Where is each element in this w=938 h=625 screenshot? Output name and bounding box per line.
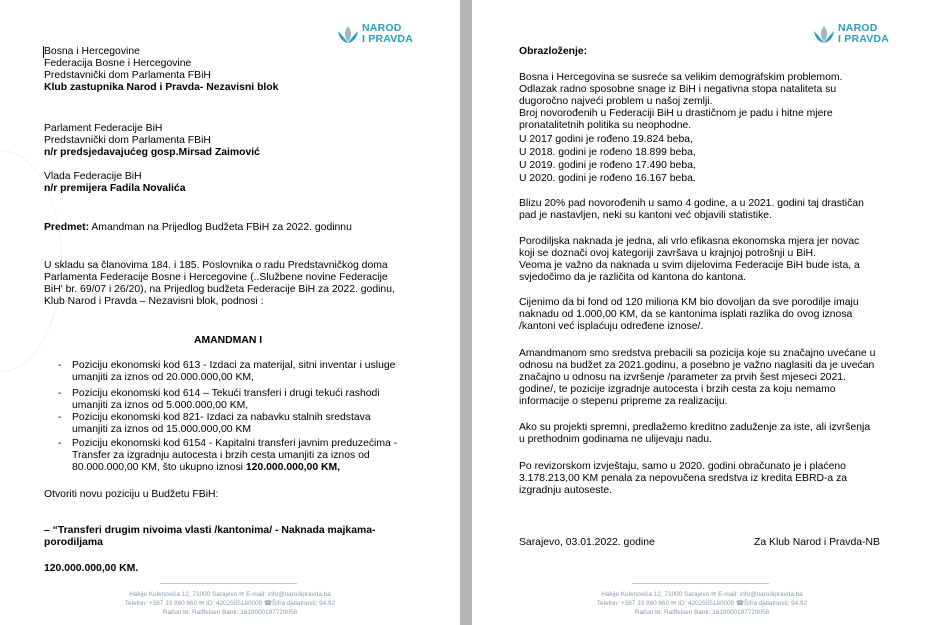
- paragraph-line: dugoročno najveći problem u našoj zemlji.: [519, 96, 713, 107]
- paragraph-line: Odlazak radno sposobne snage iz BiH i negativna stopa nataliteta su: [519, 84, 837, 95]
- open-new-position: Otvoriti novu poziciju u Budžetu FBiH:: [44, 489, 219, 500]
- document-page-left: [0, 0, 460, 625]
- footer-rule: [160, 583, 297, 584]
- paragraph-line: Bosna i Hercegovina se susreće sa velikim demografskim problemom.: [519, 72, 843, 83]
- new-position-line: – “Transferi drugim nivoima vlasti /kantonima/ - Naknada majkama-: [44, 525, 376, 536]
- footer-bank: Račun br. Raiffeisen Bank: 1610000197720058: [162, 609, 298, 616]
- paragraph-line: naknadu od 1.000,00 KM, da se kantonima isplati razlika do ovog iznosa: [519, 309, 853, 320]
- paragraph-line: odnosu na budžet za 2021.godinu, a posebno je važno naglasiti da je uvećan: [519, 360, 875, 371]
- footer-address: Hakije Kulenovića 12, 71000 Sarajevo ✉ E-mail: info@narodipravda.ba: [601, 591, 803, 598]
- footer-contact: Telefon: +387 33 860 860 ✉ ID: 4202505180000 ☎Šifra djelatnosti: 94.92: [124, 600, 336, 607]
- new-position-line: porodiljama: [44, 537, 103, 548]
- bullet-line: Poziciju ekonomski kod 614 – Tekući transferi i drugi tekući rashodi: [72, 388, 380, 399]
- paragraph-line: Veoma je važno da naknada u svim dijelovima Federacije BiH bude ista, a: [519, 260, 860, 271]
- paragraph-line: pronatalitetnih politika su neophodne.: [519, 120, 692, 131]
- paragraph-line: Cijenimo da bi fond od 120 miliona KM bio dovoljan da sve porodilje imaju: [519, 297, 859, 308]
- explanation-title: Obrazloženje:: [519, 46, 588, 57]
- paragraph-line: svjedočimo da je različita od kantona do kantona.: [519, 272, 747, 283]
- bullet-line: Transfer za izgradnju autocesta i brzih cesta umanjiti za iznos od: [72, 450, 370, 461]
- header-line: Bosna i Hercegovine: [44, 46, 140, 57]
- subject-label: Predmet:: [44, 222, 90, 233]
- logo-line2: I PRAVDA: [362, 33, 413, 45]
- page-gap: [460, 0, 472, 625]
- header-line: Federacija Bosne i Hercegovine: [44, 58, 192, 69]
- paragraph-line: Ako su projekti spremni, predlažemo kreditno zaduženje za iste, ali izvršenja: [519, 422, 871, 433]
- lotus-logo-icon: [336, 24, 360, 46]
- intro-line: U skladu sa članovima 184. i 185. Poslovnika o radu Predstavničkog doma: [44, 260, 388, 271]
- footer-address: Hakije Kulenovića 12, 71000 Sarajevo ✉ E-mail: info@narodipravda.ba: [129, 591, 331, 598]
- paragraph-line: Amandmanom smo sredstva prebacili sa pozicija koje su značajno uvećane u: [519, 348, 876, 359]
- narod-i-pravda-logo: [812, 22, 900, 48]
- paragraph-line: Blizu 20% pad novorođenih u samo 4 godine, a u 2021. godini taj drastičan: [519, 198, 864, 209]
- bullet-line: umanjiti za iznos od 20.000.000,00 KM,: [72, 372, 254, 383]
- logo-line1: NAROD: [838, 22, 878, 34]
- header-line: Predstavnički dom Parlamenta FBiH: [44, 70, 211, 81]
- footer-bank: Račun br. Raiffeisen Bank: 1610000197720058: [634, 609, 770, 616]
- recipient-line: Predstavnički dom Parlamenta FBiH: [44, 135, 211, 146]
- logo-line2: I PRAVDA: [838, 33, 889, 45]
- bullet-dash: -: [58, 412, 62, 423]
- recipient-attention: n/r premijera Fadila Novalića: [44, 183, 186, 194]
- bullet-line: Poziciju ekonomski kod 613 - Izdaci za materijal, sitni inventar i usluge: [72, 360, 396, 371]
- paragraph-line: informacije o stepenu pripreme za realizaciju.: [519, 396, 728, 407]
- paragraph-line: Broj novorođenih u Federaciji BiH u drastičnom je padu i hitne mjere: [519, 108, 833, 119]
- paragraph-line: Po revizorskom izvještaju, samo u 2020. godini obračunato je i plaćeno: [519, 461, 846, 472]
- document-page-right: [472, 0, 938, 625]
- paragraph-line: godine/, te pozicije izgradnje autocesta i brzih cesta za koju nemamo: [519, 384, 836, 395]
- amendment-title: AMANDMAN I: [194, 335, 263, 346]
- recipient-attention: n/r predsjedavajućeg gosp.Mirsad Zaimović: [44, 147, 260, 158]
- paragraph-line: 3.178.213,00 KM penala za nepovučena sredstva iz kredita EBRD-a za: [519, 473, 848, 484]
- intro-line: Klub Narod i Pravda – Nezavisni blok, podnosi :: [44, 296, 264, 307]
- subject-text: Amandman na Prijedlog Budžeta FBiH za 2022. godinnu: [89, 222, 352, 233]
- intro-line: Parlamenta Federacije Bosne i Hercegovine (..Službene novine Federacije: [44, 272, 388, 283]
- paragraph-line: izgradnju autoseste.: [519, 485, 612, 496]
- bullet-text: 80.000.000,00 KM, što ukupno iznosi: [72, 462, 246, 473]
- total-amount: 120.000.000,00 KM.: [44, 563, 139, 574]
- bullet-line: Poziciju ekonomski kod 6154 - Kapitalni transferi javnim preduzećima -: [72, 438, 398, 449]
- footer-contact: Telefon: +387 33 860 860 ✉ ID: 4202505180000 ☎Šifra djelatnosti: 94.92: [596, 600, 808, 607]
- paragraph-line: Porodiljska naknada je jedna, ali vrlo efikasna ekonomska mjera jer novac: [519, 236, 860, 247]
- bullet-line-total: [72, 462, 340, 473]
- recipient-line: Parlament Federacije BiH: [44, 123, 163, 134]
- subject-line: [44, 222, 352, 233]
- intro-line: BiH' br. 69/07 i 26/20), na Prijedlog budžeta Federacije BiH za 2022. godinu,: [44, 284, 395, 295]
- bullet-dash: -: [58, 360, 62, 371]
- birth-stat-line: U 2018. godini je rođeno 18.899 beba,: [519, 147, 696, 158]
- recipient-line: Vlada Federacije BiH: [44, 171, 142, 182]
- signature-block: Za Klub Narod i Pravda-NB: [754, 537, 880, 548]
- birth-stat-line: U 2017 godini je rođeno 19.824 beba,: [519, 134, 693, 145]
- paragraph-line: u prethodnim godinama ne ulijevaju nadu.: [519, 434, 712, 445]
- header-club-name: Klub zastupnika Narod i Pravda- Nezavisni blok: [44, 82, 279, 93]
- paragraph-line: koji se doznači ovoj kategoriji završava u krajnjoj potrošnji u BiH.: [519, 248, 816, 259]
- paragraph-line: /kantoni već isplaćuju određene iznose/.: [519, 321, 704, 332]
- bullet-line: Poziciju ekonomski kod 821- Izdaci za nabavku stalnih sredstava: [72, 412, 371, 423]
- footer-rule: [632, 583, 769, 584]
- lotus-logo-icon: [812, 24, 836, 46]
- bullet-total-amount: 120.000.000,00 KM,: [245, 462, 341, 473]
- birth-stat-line: U 2019. godini je rođeno 17.490 beba,: [519, 160, 696, 171]
- birth-stat-line: U 2020. godini je rođeno 16.167 beba.: [519, 173, 696, 184]
- bullet-dash: -: [58, 438, 62, 449]
- bullet-line: umanjiti za iznos od 5.000.000,00 KM,: [72, 400, 249, 411]
- logo-line1: NAROD: [362, 22, 402, 34]
- narod-i-pravda-logo: [336, 22, 424, 48]
- paragraph-line: značajno u odnosu na izvršenje /parameter za prvih šest mjeseci 2021.: [519, 372, 846, 383]
- place-date: Sarajevo, 03.01.2022. godine: [519, 537, 655, 548]
- paragraph-line: pad je nastavljen, neki su kantoni već objavili statistike.: [519, 210, 772, 221]
- bullet-dash: -: [58, 388, 62, 399]
- bullet-line: umanjiti za iznos od 15.000.000,00 KM: [72, 424, 252, 435]
